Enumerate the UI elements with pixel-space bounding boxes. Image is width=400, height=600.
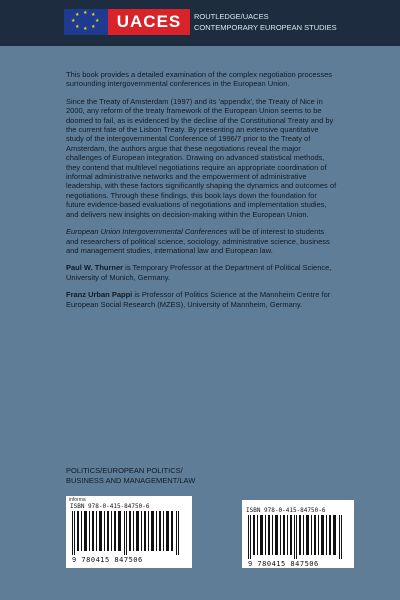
blurb (66, 70, 338, 317)
author-bio-text-2: is Professor of Politics Science at the Mannheim Centre for European Social Research (MZES), University of Mannheim, Germany. (66, 290, 331, 309)
series-name (194, 11, 337, 33)
barcode-number-left: 9 780415 847506 (72, 556, 143, 564)
author-bio-1 (66, 263, 338, 282)
eu-flag-logo: ★ ★ ★ ★ ★ ★ ★ ★ (64, 9, 108, 35)
series-line-1: ROUTLEDGE/UACES (194, 12, 269, 21)
subject-line-2: BUSINESS AND MANAGEMENT/LAW (66, 476, 196, 485)
subject-category (66, 466, 195, 486)
barcode-bars-right (248, 515, 348, 559)
isbn-label-left: ISBN 978-0-415-84750-6 (70, 503, 150, 510)
isbn-label-right: ISBN 978-0-415-84750-6 (246, 507, 326, 514)
author-name-1: Paul W. Thurner (66, 263, 124, 273)
barcode-right (242, 500, 354, 568)
author-bio-text-1: is Temporary Professor at the Department of Political Science, University of Munich, Germany. (66, 263, 332, 282)
book-title: European Union Intergovernmental Conferences (66, 227, 228, 237)
author-name-2: Franz Urban Pappi (66, 290, 133, 300)
subject-line-1: POLITICS/EUROPEAN POLITICS/ (66, 466, 183, 475)
audience-text: will be of interest to students and researchers of political science, sociology, administrative science, business and management studies, international law and European law. (66, 227, 330, 255)
barcode-left (66, 496, 192, 568)
blurb-paragraph-1: This book provides a detailed examination of the complex negotiation processes surrounding intergovernmental conferences in the European Union. (66, 70, 332, 89)
barcode-bars-left (72, 511, 186, 555)
blurb-paragraph-3 (66, 227, 338, 255)
uaces-logo: UACES (108, 9, 190, 35)
informa-label: informa (69, 497, 86, 503)
blurb-paragraph-2: Since the Treaty of Amsterdam (1997) and its 'appendix', the Treaty of Nice in 2000, any reform of the treaty framework of the European Union seems to be doomed to fail, as is evidenced by the decline of the Constitutional Treaty and by the current fate of the Lisbon Treaty. By presenting an extensive quantitative study of the intergovernmental Conference of 1996/7 prior to the Treaty of Amsterdam, the authors argue that these negotiations reveal the major challenges of European integration. Drawing on advanced statistical methods, they contend that multilevel negotiations require an appropriate coordination of informal administrative networks and the empowerment of administrative leadership, with these factors significantly shaping the dynamics and outcomes of negotiations. Through these findings, this book lays down the foundation for future evidence-based evaluations of negotiations and implementation studies, and delivers new insights on decision-making within the European Union. (66, 96, 337, 219)
series-line-2: CONTEMPORARY EUROPEAN STUDIES (194, 23, 337, 32)
author-bio-2 (66, 290, 338, 309)
barcode-number-right: 9 780415 847506 (248, 560, 319, 568)
header-bar (0, 0, 400, 46)
